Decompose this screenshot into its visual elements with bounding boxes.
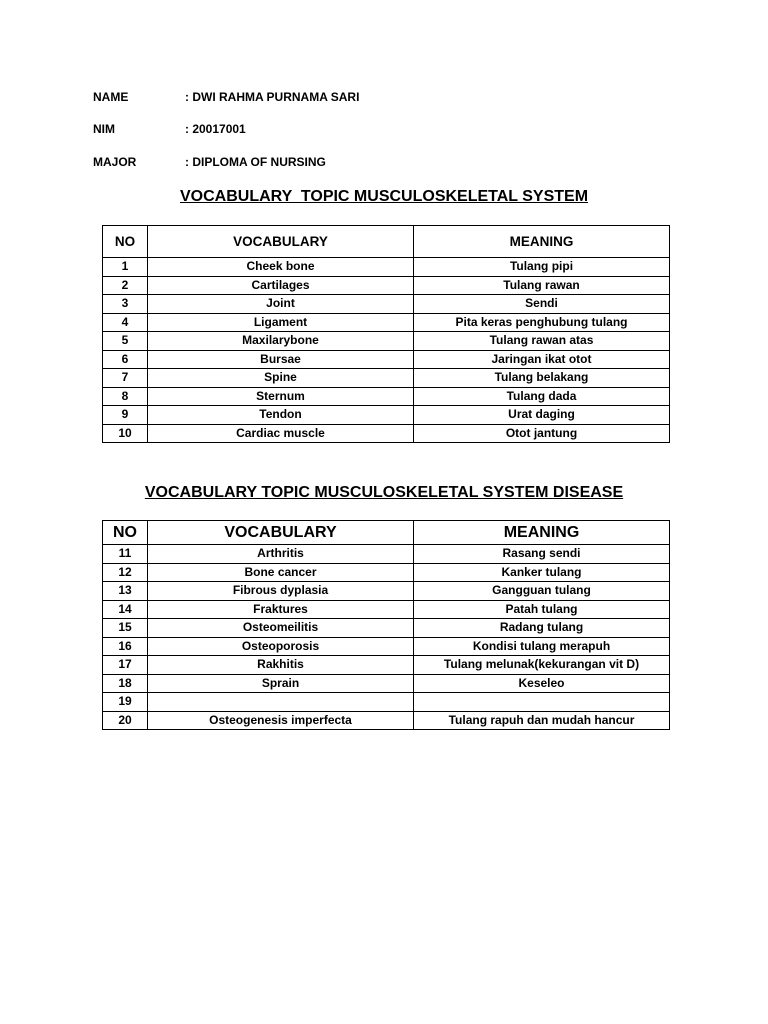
cell-meaning: Tulang dada: [414, 387, 670, 406]
musculoskeletal-disease-vocabulary-table: [102, 520, 670, 730]
cell-no: 10: [103, 424, 148, 443]
cell-meaning: Tulang rawan atas: [414, 332, 670, 351]
cell-meaning: [414, 693, 670, 712]
cell-meaning: Otot jantung: [414, 424, 670, 443]
cell-no: 3: [103, 295, 148, 314]
major-value: : DIPLOMA OF NURSING: [185, 155, 326, 169]
table-row: [103, 258, 670, 277]
musculoskeletal-vocabulary-table: [102, 225, 670, 443]
name-label: NAME: [93, 90, 129, 104]
table-row: [103, 637, 670, 656]
name-value: : DWI RAHMA PURNAMA SARI: [185, 90, 360, 104]
cell-no: 14: [103, 600, 148, 619]
cell-vocabulary: Spine: [148, 369, 414, 388]
cell-no: 5: [103, 332, 148, 351]
table-row: [103, 656, 670, 675]
cell-vocabulary: Joint: [148, 295, 414, 314]
cell-vocabulary: Maxilarybone: [148, 332, 414, 351]
table-row: [103, 387, 670, 406]
cell-meaning: Kanker tulang: [414, 563, 670, 582]
cell-no: 12: [103, 563, 148, 582]
table-row: [103, 711, 670, 730]
cell-meaning: Tulang rawan: [414, 276, 670, 295]
cell-no: 18: [103, 674, 148, 693]
cell-vocabulary: Cardiac muscle: [148, 424, 414, 443]
table-row: [103, 674, 670, 693]
nim-value: : 20017001: [185, 122, 246, 136]
cell-vocabulary: Cheek bone: [148, 258, 414, 277]
cell-no: 2: [103, 276, 148, 295]
column-header-no: NO: [103, 521, 148, 545]
cell-no: 4: [103, 313, 148, 332]
cell-no: 16: [103, 637, 148, 656]
table-row: [103, 276, 670, 295]
cell-meaning: Tulang belakang: [414, 369, 670, 388]
cell-vocabulary: Bursae: [148, 350, 414, 369]
table-row: [103, 424, 670, 443]
cell-meaning: Keseleo: [414, 674, 670, 693]
table-row: [103, 369, 670, 388]
table-header-row: [103, 521, 670, 545]
table-row: [103, 600, 670, 619]
cell-vocabulary: Ligament: [148, 313, 414, 332]
table-row: [103, 313, 670, 332]
cell-vocabulary: Sternum: [148, 387, 414, 406]
column-header-vocabulary: VOCABULARY: [148, 226, 414, 258]
cell-no: 8: [103, 387, 148, 406]
column-header-meaning: MEANING: [414, 521, 670, 545]
table-row: [103, 545, 670, 564]
major-label: MAJOR: [93, 155, 137, 169]
table-row: [103, 332, 670, 351]
cell-vocabulary: Sprain: [148, 674, 414, 693]
cell-no: 11: [103, 545, 148, 564]
cell-meaning: Gangguan tulang: [414, 582, 670, 601]
table1-title: VOCABULARY TOPIC MUSCULOSKELETAL SYSTEM: [179, 188, 589, 205]
cell-meaning: Radang tulang: [414, 619, 670, 638]
table-row: [103, 619, 670, 638]
cell-no: 20: [103, 711, 148, 730]
table-row: [103, 350, 670, 369]
cell-meaning: Rasang sendi: [414, 545, 670, 564]
cell-vocabulary: Osteogenesis imperfecta: [148, 711, 414, 730]
nim-label: NIM: [93, 122, 115, 136]
cell-vocabulary: Arthritis: [148, 545, 414, 564]
cell-vocabulary: Cartilages: [148, 276, 414, 295]
cell-no: 7: [103, 369, 148, 388]
cell-vocabulary: Fraktures: [148, 600, 414, 619]
column-header-meaning: MEANING: [414, 226, 670, 258]
cell-meaning: Urat daging: [414, 406, 670, 425]
cell-no: 13: [103, 582, 148, 601]
cell-vocabulary: Osteomeilitis: [148, 619, 414, 638]
table-header-row: [103, 226, 670, 258]
cell-meaning: Jaringan ikat otot: [414, 350, 670, 369]
cell-vocabulary: Bone cancer: [148, 563, 414, 582]
cell-vocabulary: Osteoporosis: [148, 637, 414, 656]
cell-meaning: Patah tulang: [414, 600, 670, 619]
column-header-no: NO: [103, 226, 148, 258]
cell-vocabulary: Rakhitis: [148, 656, 414, 675]
cell-no: 17: [103, 656, 148, 675]
table2-title: VOCABULARY TOPIC MUSCULOSKELETAL SYSTEM DISEASE: [144, 484, 624, 501]
table-row: [103, 406, 670, 425]
cell-vocabulary: Fibrous dyplasia: [148, 582, 414, 601]
table-row: [103, 693, 670, 712]
cell-meaning: Sendi: [414, 295, 670, 314]
table-row: [103, 582, 670, 601]
cell-no: 19: [103, 693, 148, 712]
table-row: [103, 563, 670, 582]
column-header-vocabulary: VOCABULARY: [148, 521, 414, 545]
cell-vocabulary: Tendon: [148, 406, 414, 425]
cell-meaning: Pita keras penghubung tulang: [414, 313, 670, 332]
table-row: [103, 295, 670, 314]
cell-meaning: Tulang melunak(kekurangan vit D): [414, 656, 670, 675]
cell-no: 6: [103, 350, 148, 369]
cell-no: 9: [103, 406, 148, 425]
cell-no: 1: [103, 258, 148, 277]
cell-meaning: Kondisi tulang merapuh: [414, 637, 670, 656]
cell-no: 15: [103, 619, 148, 638]
cell-vocabulary: [148, 693, 414, 712]
cell-meaning: Tulang pipi: [414, 258, 670, 277]
cell-meaning: Tulang rapuh dan mudah hancur: [414, 711, 670, 730]
